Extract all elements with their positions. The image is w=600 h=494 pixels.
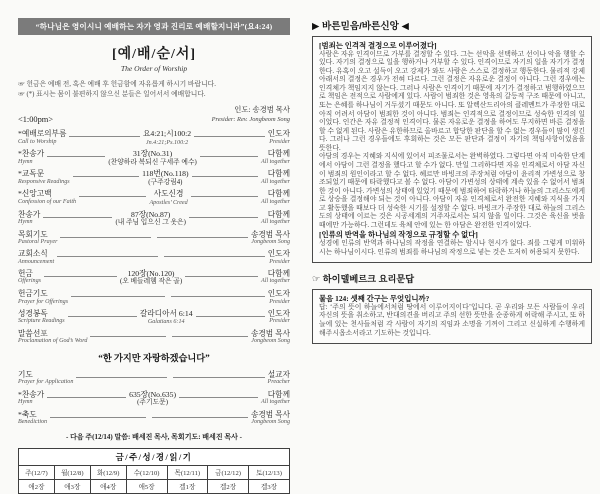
day-cell: 수(12/10) bbox=[126, 465, 167, 479]
reading-cell: 애5장 bbox=[126, 479, 167, 493]
item-performer-english: Jongbeom Song bbox=[251, 239, 290, 246]
next-week-notice: - 다음 주(12/14) 말씀: 배세진 목사, 목회기도: 배세진 목사 - bbox=[66, 432, 242, 441]
rule-line bbox=[69, 136, 140, 137]
item-label-english: Prayer for Offerings bbox=[18, 298, 69, 305]
item-center-korean: 갈라디아서 6:14 bbox=[139, 308, 193, 318]
item-performer-korean: 송경범 목사 bbox=[250, 328, 290, 338]
rule-line bbox=[171, 296, 265, 297]
presider-korean: 인도: 송경범 목사 bbox=[234, 105, 290, 115]
order-rows bbox=[18, 129, 290, 346]
item-performer-korean: 다함께 bbox=[267, 149, 290, 159]
day-cell: 토(12/13) bbox=[249, 465, 290, 479]
doctrine-paragraph-1: 사람은 자유 인격이므로 가부를 결정할 수 있다. 그는 선악을 선택하고 선이나 악을 행할 수 있다. 자기의 결정으로 일을 행하거나 거부할 수 있다. 인격이므로 자기의 일을 자기가 결정한다. 유혹이 오고 설득이 오고 강제가 와도 사람은 스스로 결정하고 행동한다. 물리적 강제 아래서의 결정은 경우가 전혀 다르다. 그런 결정은 자유로운 결정이 아니다. 그런 경우에는 인격체가 책임지지 않는다. 그러나 사람은 인격이기 때문에 자기가 결정하고 범행하였으므로 책임은 전적으로 사람에게 있다. 사람이 범죄한 것은 영육의 갈등적 구조 때문에 아니고, 또는 은혜를 하나님이 거두셨기 때문도 아니다. 또 알렉산드리아의 클레멘트가 주장한 대로 아직 어려서 아담이 범죄한 것이 아니다. 범죄는 인격적으로 결정이므로 성숙한 인격의 일이었다. 인간은 자유 결정적 인격이다. 물론 자유로운 결정을 하여도 무지하면 바른 결정을 할 수 없게 된다. 사람은 유한하므로 올바르고 합당한 판단을 할 수 없는 경우들이 많이 생긴다. 그러나 그런 경우들에도 후회하는 것은 모든 판단과 결정이 자기의 책임사항이었음을 뜻한다. bbox=[319, 50, 585, 152]
day-cell: 금(12/12) bbox=[208, 465, 249, 479]
item-center-korean: 요4:21;시100:2 bbox=[142, 129, 192, 139]
notes-list bbox=[18, 80, 290, 100]
item-label-english: Announcement bbox=[18, 258, 55, 265]
rule-line bbox=[191, 196, 258, 197]
item-performer-korean: 인도자 bbox=[267, 308, 290, 318]
rule-line bbox=[43, 217, 112, 218]
rule-line bbox=[173, 377, 264, 378]
item-performer-korean: 송경범 목사 bbox=[250, 409, 290, 419]
rule-line bbox=[172, 336, 248, 337]
item-center-korean: 87장(No.87) bbox=[131, 209, 171, 219]
item-label-english: Hymn bbox=[18, 158, 33, 165]
presider-english: Presider: Rev. Jongbeom Song bbox=[211, 116, 290, 124]
item-performer-english: All together bbox=[261, 158, 290, 165]
day-cell: 화(12/9) bbox=[90, 465, 126, 479]
page-subtitle: The Order of Worship bbox=[120, 64, 188, 73]
item-performer-korean: 다함께 bbox=[267, 209, 290, 219]
item-label-korean: 기도 bbox=[18, 369, 33, 379]
item-performer-korean: 설교자 bbox=[267, 369, 290, 379]
catechism-section-header: ☞ 하이델베르크 요리문답 bbox=[312, 274, 415, 285]
item-label-english: Offerings bbox=[18, 278, 42, 285]
rule-line bbox=[60, 237, 151, 238]
order-row bbox=[18, 129, 290, 147]
day-cell: 주(12/7) bbox=[19, 465, 55, 479]
rule-line bbox=[192, 176, 259, 177]
item-center-sub: (찬양하라 복되신 구세주 예수) bbox=[108, 158, 197, 166]
rule-line bbox=[194, 136, 265, 137]
item-label-english: Benediction bbox=[18, 419, 48, 426]
page-title: [예/배/순/서] bbox=[111, 47, 197, 62]
item-label-korean: 목회기도 bbox=[18, 229, 48, 239]
order-row bbox=[18, 309, 290, 327]
item-label-korean: *교독문 bbox=[18, 169, 45, 179]
doctrine-heading-1: [범죄는 인격적 결정으로 이루어졌다] bbox=[319, 41, 437, 50]
doctrine-paragraph-2: 아담의 경우는 지혜와 지식에 있어서 피조물로서는 완벽하였다. 그렇다면 아직 미숙한 단계에서 아담이 그런 결정을 했다고 할 수가 없다. 만일 그리하다면 자유 인격체로서 아담 자신이 범죄의 원인이라고 할 수 없다. 헤르만 바빙크의 주장처럼 아담이 윤리적 가변성으로 창조되었기 때문에 타락했다고 볼 수 없다. 아담이 가변성의 상태에 계속 있을 수 없어서 범죄한 것이 아니다. 가변성의 상태에 있었기 때문에 범죄하여 타락하거나 하늘의 그리스도에게로 상승을 결정해야 되는 것이 아니다. 아담이 자유 인격체로서 완전한 지혜와 지식을 가지고 활동했을 때보다 더 성숙한 시기를 설정할 수 없다. 바빙크가 주장한 대로 하늘의 그리스도의 상태에 이르는 것은 시공세계의 거주자로서는 되지 않을 일이다. 그것은 육신을 벗을 때에만 가능하다. 그런데도 육체 안에 있는 한 아담은 완전한 인격이었다. bbox=[319, 153, 585, 229]
reading-cell: 애4장 bbox=[90, 479, 126, 493]
order-of-worship-page bbox=[18, 0, 290, 492]
item-performer-english: Presider bbox=[269, 318, 290, 325]
order-rows-after-sermon bbox=[18, 370, 290, 427]
reading-cell: 애2장 bbox=[19, 479, 55, 493]
reading-cell: 겔3장 bbox=[249, 479, 290, 493]
order-row bbox=[18, 269, 290, 287]
item-performer-english: Presider bbox=[269, 258, 290, 265]
order-row bbox=[18, 329, 290, 346]
item-performer-english: Preacher bbox=[267, 379, 290, 386]
order-row bbox=[18, 370, 290, 387]
weekly-bible-reading-table bbox=[18, 448, 290, 494]
rule-line bbox=[44, 276, 117, 277]
item-label-korean: *찬송가 bbox=[18, 149, 45, 159]
rule-line bbox=[76, 377, 167, 378]
item-label-english: Call to Worship bbox=[18, 138, 57, 145]
item-performer-korean: 송경범 목사 bbox=[250, 229, 290, 239]
item-label-korean: *신앙고백 bbox=[18, 189, 52, 199]
sermon-title: “한 가지만 자랑하겠습니다” bbox=[98, 352, 210, 363]
time-presider-bar bbox=[18, 106, 290, 124]
rule-line bbox=[71, 296, 165, 297]
item-label-korean: 헌금 bbox=[18, 268, 33, 278]
item-center-sub: (오 베들레헴 작은 골) bbox=[119, 278, 183, 286]
reading-cell: 애3장 bbox=[54, 479, 90, 493]
catechism-box bbox=[312, 289, 592, 344]
note-line: ☞ 헌금은 예배 전, 혹은 예배 후 헌금함에 자유롭게 하시기 바랍니다. bbox=[18, 81, 216, 88]
item-center-korean: 사도신경 bbox=[153, 189, 184, 199]
item-label-korean: *축도 bbox=[18, 409, 37, 419]
scripture-banner: “하나님은 영이시니 예배하는 자가 영과 진리로 예배할지니라”(요4:24) bbox=[18, 18, 290, 35]
item-performer-english: Jongbeom Song bbox=[251, 419, 290, 426]
order-row bbox=[18, 210, 290, 228]
table-title: 금/주/성/경/읽/기 bbox=[19, 448, 290, 465]
item-performer-english: All together bbox=[261, 219, 290, 225]
item-performer-korean: 인도자 bbox=[267, 129, 290, 139]
order-row bbox=[18, 230, 290, 247]
item-label-english: Prayer for Application bbox=[18, 379, 74, 386]
rule-line bbox=[90, 336, 166, 337]
item-center-sub: (내 주님 입으신 그 옷은) bbox=[115, 219, 186, 226]
item-center-sub: Apostles’ Creed bbox=[149, 199, 188, 206]
item-label-korean: 교회소식 bbox=[18, 249, 48, 259]
item-label-korean: 성경봉독 bbox=[18, 308, 48, 318]
item-performer-korean: 다함께 bbox=[267, 189, 290, 199]
item-label-korean: 말씀선포 bbox=[18, 328, 48, 338]
rule-line bbox=[152, 417, 248, 418]
item-performer-korean: 다함께 bbox=[267, 389, 290, 399]
item-performer-english: Presider bbox=[269, 298, 290, 305]
item-performer-english: All together bbox=[261, 278, 290, 285]
item-performer-english: Jongbeom Song bbox=[251, 338, 290, 345]
doctrine-section-header: ▶ 바른믿음/바른신앙 ◀ bbox=[312, 21, 409, 32]
reading-cell: 겔1장 bbox=[167, 479, 208, 493]
table-title-row bbox=[19, 448, 290, 465]
rule-line bbox=[57, 256, 158, 257]
item-performer-korean: 다함께 bbox=[267, 268, 290, 278]
service-time: <1:00pm> bbox=[18, 115, 54, 125]
doctrine-heading-2: [인류의 반역을 하나님의 작정으로 규정할 수 없다] bbox=[319, 230, 478, 240]
rule-line bbox=[185, 276, 258, 277]
rule-line bbox=[47, 156, 105, 157]
rule-line bbox=[79, 196, 146, 197]
rule-line bbox=[164, 256, 265, 257]
reading-cell: 겔2장 bbox=[208, 479, 249, 493]
rule-line bbox=[189, 217, 258, 218]
doctrine-paragraph-3: 성경에 인류의 반역과 하나님의 작정을 연결하는 암시나 현시가 없다. 죄를 그렇게 미워하시는 하나님이시다. 인류의 범죄를 하나님의 작정으로 넣는 것은 도저히 허용되지 못한다. bbox=[319, 240, 585, 256]
item-performer-korean: 인도자 bbox=[267, 249, 290, 259]
item-performer-korean: 다함께 bbox=[267, 169, 290, 179]
item-center-sub: Galatians 6:14 bbox=[147, 319, 185, 326]
presider-block bbox=[212, 106, 290, 124]
rule-line bbox=[47, 397, 126, 398]
item-center-korean: 118번(No.118) bbox=[142, 169, 189, 179]
item-label-english: Proclamation of God’s Word bbox=[18, 338, 88, 345]
item-center-korean: 31장(No.31) bbox=[132, 149, 173, 159]
day-cell: 목(12/11) bbox=[167, 465, 208, 479]
order-row bbox=[18, 410, 290, 427]
item-center-sub: (구주강림4) bbox=[148, 178, 183, 186]
item-performer-korean: 인도자 bbox=[267, 289, 290, 299]
item-center-sub: Jn.4:21;Ps.100:2 bbox=[145, 139, 189, 146]
table-readings-row bbox=[19, 479, 290, 493]
order-row bbox=[18, 189, 290, 207]
rule-line bbox=[50, 417, 146, 418]
item-label-english: Responsive Readings bbox=[18, 178, 70, 185]
order-row bbox=[18, 390, 290, 408]
rule-line bbox=[179, 397, 258, 398]
item-center-korean: 120장(No.120) bbox=[127, 268, 175, 278]
item-label-english: Confession of our Faith bbox=[18, 198, 77, 205]
item-label-english: Hymn bbox=[18, 219, 33, 225]
item-label-korean: *예배로의부름 bbox=[18, 129, 67, 139]
item-label-english: Hymn bbox=[18, 399, 33, 406]
table-days-row bbox=[19, 465, 290, 479]
item-label-korean: *찬송가 bbox=[18, 389, 45, 399]
item-center-korean: 635장(No.635) bbox=[129, 389, 177, 399]
order-row bbox=[18, 249, 290, 266]
rule-line bbox=[196, 316, 265, 317]
item-center-sub: (주기도문) bbox=[137, 399, 168, 407]
rule-line bbox=[73, 176, 140, 177]
doctrine-box bbox=[312, 36, 592, 263]
rule-line bbox=[200, 156, 258, 157]
order-row bbox=[18, 149, 290, 167]
item-performer-english: All together bbox=[261, 198, 290, 205]
item-label-korean: 헌금기도 bbox=[18, 289, 48, 299]
item-label-korean: 찬송가 bbox=[18, 209, 41, 219]
catechism-question: 물음 124: 셋째 간구는 무엇입니까? bbox=[319, 294, 430, 304]
item-performer-english: Presider bbox=[269, 138, 290, 145]
order-row bbox=[18, 169, 290, 187]
rule-line bbox=[68, 316, 137, 317]
rule-line bbox=[157, 237, 248, 238]
item-label-english: Pastoral Prayer bbox=[18, 239, 58, 246]
doctrine-page bbox=[312, 0, 592, 476]
item-performer-english: All together bbox=[261, 178, 290, 185]
item-performer-english: All together bbox=[261, 399, 290, 406]
catechism-answer: 답: ‘주의 뜻이 하늘에서처럼 땅에서 이루어지이다’입니다. 곧 우리와 모든 사람들이 우리 자신의 뜻을 취소하고, 반대의견을 버리고 주의 선한 뜻만을 순종하게 허락해 주시고, 또 하늘에 있는 천사들처럼 각 사람이 자기의 직임과 소명을 기꺼이 그리고 신실하게 수행하게 해주시옵소서라고 기도하는 것입니다. bbox=[319, 303, 585, 337]
note-line: ☞ (*) 표시는 몸이 불편하지 않으신 분들은 일어서서 예배합니다. bbox=[18, 91, 206, 99]
order-row bbox=[18, 289, 290, 306]
item-label-english: Scripture Readings bbox=[18, 318, 65, 325]
day-cell: 월(12/8) bbox=[54, 465, 90, 479]
